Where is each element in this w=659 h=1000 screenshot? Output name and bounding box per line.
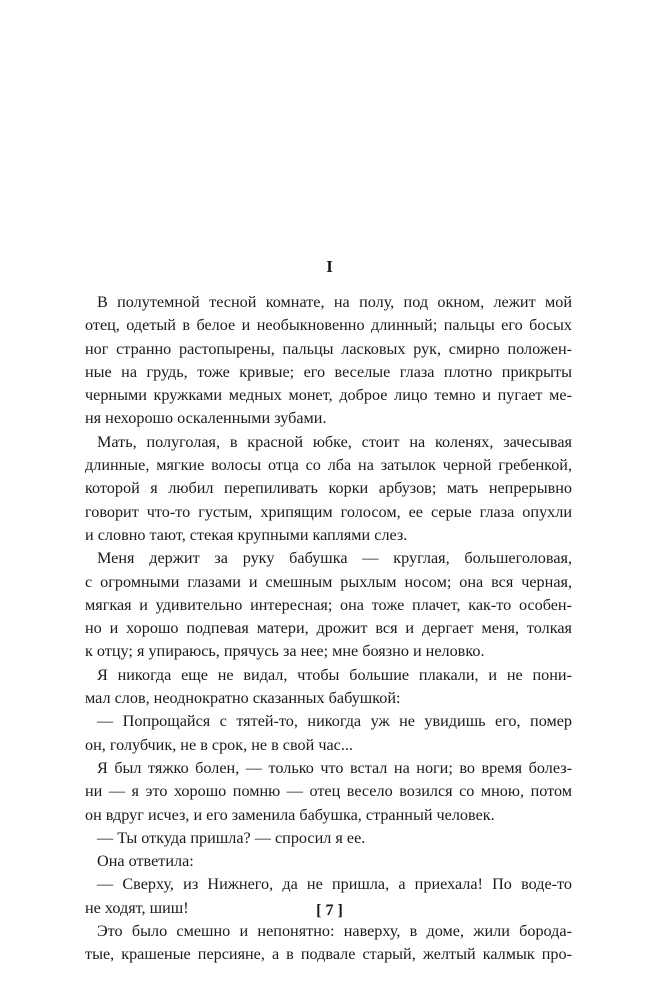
text-line: Это было смешно и непонятно: наверху, в доме, жили борода- (97, 922, 572, 941)
text-line: к отцу; я упираюсь, прячусь за нее; мне боязно и неловко. (85, 642, 485, 661)
text-line: ня нехорошо оскаленными зубами. (85, 409, 327, 428)
paragraph (85, 710, 572, 757)
text-line: Меня держит за руку бабушка — круглая, большеголовая, (97, 549, 572, 568)
text-line: мягкая и удивительно интересная; она тоже плачет, как-то особен- (85, 595, 572, 614)
paragraph (85, 664, 572, 711)
text-line: — Попрощайся с тятей-то, никогда уж не увидишь его, помер (97, 712, 572, 731)
text-line: он вдруг исчез, и его заменила бабушка, странный человек. (85, 805, 495, 824)
text-line: В полутемной тесной комнате, на полу, под окном, лежит мой (97, 293, 572, 311)
text-line: длинные, мягкие волосы отца со лба на затылок черной гребенкой, (85, 456, 572, 475)
text-line: Я никогда еще не видал, чтобы большие плакали, и не пони- (97, 665, 572, 684)
text-line: не ходят, шиш! (85, 898, 189, 917)
text-line: говорит что-то густым, хрипящим голосом, ее серые глаза опухли (85, 502, 572, 521)
text-line: и словно тают, стекая крупными каплями слез. (85, 525, 408, 544)
text-line: Мать, полуголая, в красной юбке, стоит на коленях, зачесывая (97, 432, 572, 451)
paragraph (85, 827, 572, 850)
text-line: он, голубчик, не в срок, не в свой час... (85, 735, 353, 754)
page-number: [ 7 ] (316, 902, 343, 919)
text-line: ные на грудь, тоже кривые; его веселые глаза плотно прикрыты (85, 362, 572, 381)
paragraph (85, 291, 572, 431)
text-line: с огромными глазами и смешным рыхлым носом; она вся черная, (85, 572, 572, 591)
text-line: мал слов, неоднократно сказанных бабушкой: (85, 689, 401, 708)
paragraph (85, 547, 572, 663)
text-line: черными кружками медных монет, доброе лицо темно и пугает ме- (85, 386, 572, 405)
text-line: Она ответила: (97, 852, 194, 871)
text-line: ни — я это хорошо помню — отец весело возился со мною, потом (85, 782, 572, 801)
text-line: отец, одетый в белое и необыкновенно длинный; пальцы его босых (85, 316, 572, 335)
text-line: но и хорошо подпевая матери, дрожит вся и дергает меня, толкая (85, 619, 572, 638)
paragraph (85, 850, 572, 873)
text-line: тые, крашеные персияне, а в подвале старый, желтый калмык про- (85, 945, 572, 964)
text-line: Я был тяжко болен, — только что встал на ноги; во время болез- (97, 758, 572, 777)
text-line: — Сверху, из Нижнего, да не пришла, а приехала! По воде-то (97, 875, 572, 894)
text-line: — Ты откуда пришла? — спросил я ее. (97, 828, 366, 847)
body-text (85, 291, 572, 967)
paragraph (85, 757, 572, 827)
chapter-heading: I (326, 257, 333, 276)
text-line: ног странно растопырены, пальцы ласковых рук, смирно положен- (85, 339, 572, 358)
paragraph (85, 431, 572, 547)
paragraph (85, 920, 572, 967)
text-line: которой я любил перепиливать корки арбузов; мать непрерывно (85, 479, 572, 498)
